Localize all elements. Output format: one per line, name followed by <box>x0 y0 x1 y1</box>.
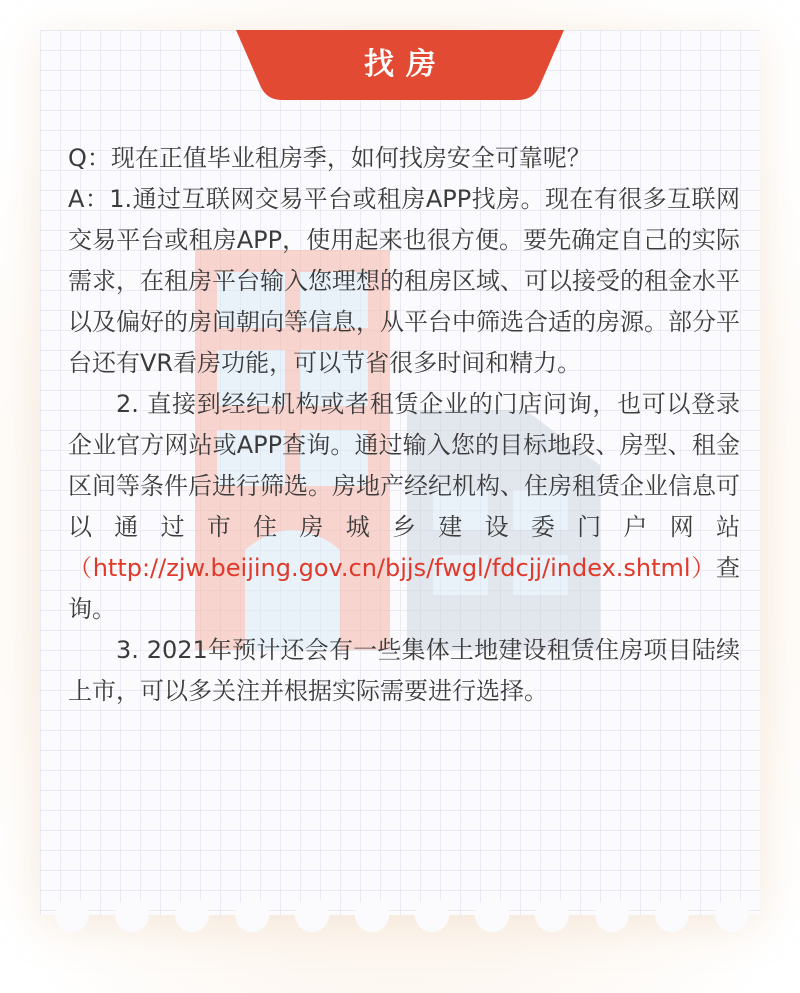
answer-point-2-text: 2. 直接到经纪机构或者租赁企业的门店问询，也可以登录企业官方网站或APP查询。通过输入您的目标地段、房型、租金区间等条件后进行筛选。房地产经纪机构、住房租赁企业信息可以通过市住房城乡建设委门户网站 <box>68 390 740 541</box>
website-link[interactable]: （http://zjw.beijing.gov.cn/bjjs/fwgl/fdcjj/index.shtml） <box>68 554 716 582</box>
page-title: 找房 <box>364 47 448 82</box>
scalloped-edge <box>40 898 760 938</box>
answer-point-1: A：1.通过互联网交易平台或租房APP找房。现在有很多互联网交易平台或租房APP，使用起来也很方便。要先确定自己的实际需求，在租房平台输入您理想的租房区域、可以接受的租金水平以及偏好的房间朝向等信息，从平台中筛选合适的房源。部分平台还有VR看房功能，可以节省很多时间和精力。 <box>68 185 740 377</box>
answer-point-3: 3. 2021年预计还会有一些集体土地建设租赁住房项目陆续上市，可以多关注并根据实际需要进行选择。 <box>68 636 740 705</box>
answer-point-2-tail: 查询。 <box>68 554 740 623</box>
title-banner <box>226 30 574 100</box>
answer-point-2 <box>68 384 740 630</box>
qa-article <box>68 138 740 712</box>
question-text: Q：现在正值毕业租房季，如何找房安全可靠呢？ <box>68 144 591 172</box>
